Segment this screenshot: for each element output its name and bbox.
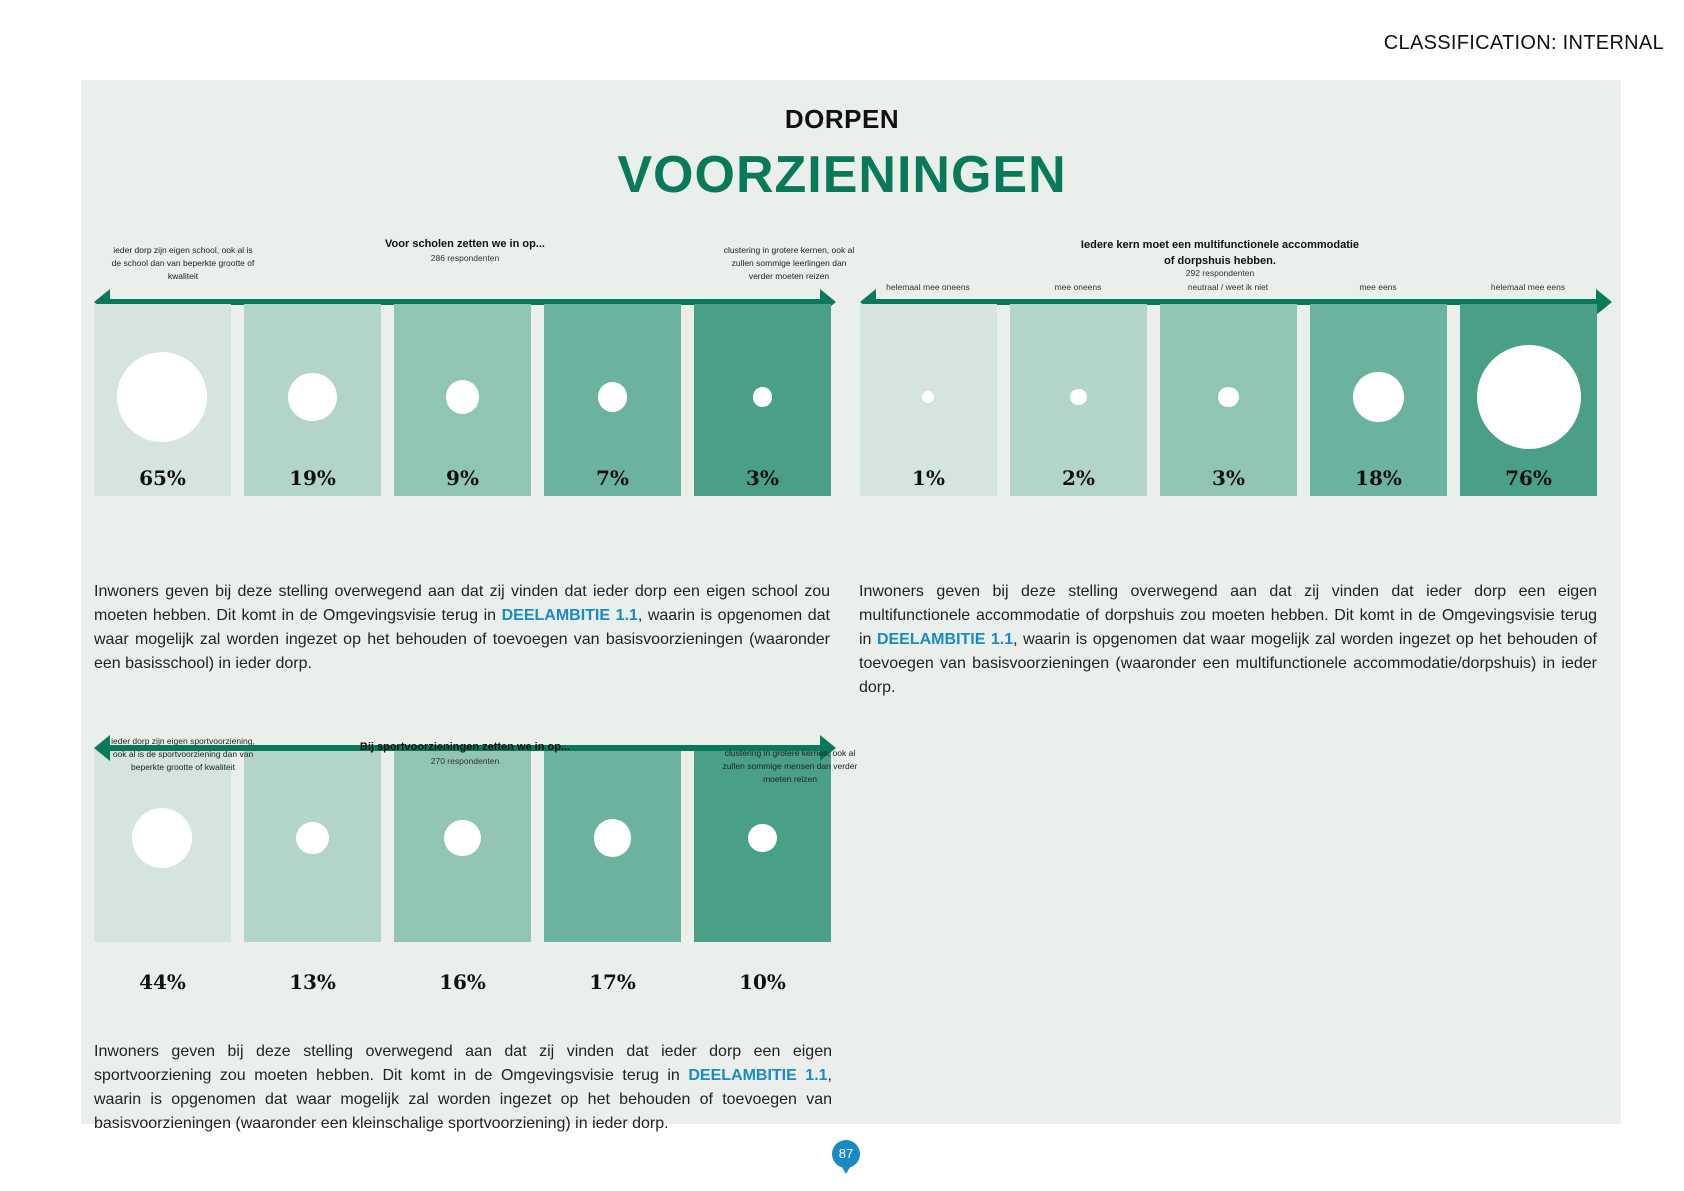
- chart-respondents: 286 respondenten: [430, 253, 500, 263]
- value-bubble: [594, 819, 631, 856]
- scale-label: mee oneens: [1054, 282, 1102, 292]
- location-pin-icon: [832, 1140, 860, 1168]
- value-bubble: [288, 373, 337, 422]
- deelambitie-link[interactable]: DEELAMBITIE 1.1: [688, 1067, 828, 1084]
- value-label: 3%: [1212, 466, 1245, 490]
- paragraph-community-center: [859, 580, 1597, 700]
- scale-label: neutraal / weet ik niet: [1187, 282, 1269, 292]
- value-bubble: [1070, 389, 1087, 406]
- deelambitie-link[interactable]: DEELAMBITIE 1.1: [876, 631, 1014, 648]
- scale-label: helemaal mee eens: [1490, 282, 1566, 292]
- chart-right-label: clustering in grotere kernen, ook al zullen sommige mensen dan verder moeten reizen: [722, 748, 858, 784]
- value-label: 44%: [139, 970, 186, 994]
- chart-title: Voor scholen zetten we in op...: [385, 238, 545, 250]
- paragraph-text: , waarin is opgenomen dat waar mogelijk zal worden ingezet op het behouden of toevoegen van basisvoorzieningen (waaronder een multifunctionele accommodatie/dorpshuis) in ieder dorp.: [859, 631, 1597, 696]
- paragraph-text: Inwoners geven bij deze stelling overwegend aan dat zij vinden dat ieder dorp een eigen sportvoorziening zou moeten hebben. Dit komt in de Omgevingsvisie terug in: [94, 1043, 832, 1084]
- value-label: 3%: [746, 466, 779, 490]
- arrow-right-icon: [1596, 289, 1612, 315]
- page-title: VOORZIENINGEN: [617, 146, 1067, 204]
- value-bubble: [1353, 372, 1404, 423]
- value-label: 76%: [1505, 466, 1552, 490]
- page-number: 87: [838, 1146, 854, 1161]
- paragraph-sports: [94, 1040, 832, 1136]
- value-bubble: [296, 822, 329, 855]
- chart-title: Iedere kern moet een multifunctionele accommodatie of dorpshuis hebben.: [1080, 239, 1360, 267]
- chart-title: Bij sportvoorzieningen zetten we in op...: [359, 741, 571, 753]
- value-bubble: [922, 391, 934, 403]
- value-bubble: [444, 820, 480, 856]
- value-bubble: [598, 382, 628, 412]
- paragraph-text: Inwoners geven bij deze stelling overwegend aan dat zij vinden dat ieder dorp een eigen multifunctionele accommodatie of dorpshuis zou moeten hebben. Dit komt in de Omgevingsvisie terug in: [859, 583, 1597, 648]
- value-label: 16%: [439, 970, 486, 994]
- chart-respondents: 292 respondenten: [1185, 268, 1255, 278]
- section-kicker: DORPEN: [784, 104, 900, 134]
- value-label: 1%: [912, 466, 945, 490]
- value-label: 18%: [1355, 466, 1402, 490]
- paragraph-text: , waarin is opgenomen dat waar mogelijk zal worden ingezet op het behouden of toevoegen van basisvoorzieningen (waaronder een kleinschalige sportvoorziening) in ieder dorp.: [94, 1067, 832, 1132]
- value-label: 10%: [739, 970, 786, 994]
- value-label: 19%: [289, 466, 336, 490]
- value-label: 13%: [289, 970, 336, 994]
- value-bubble: [446, 380, 479, 413]
- value-bubble: [132, 808, 192, 868]
- deelambitie-link[interactable]: DEELAMBITIE 1.1: [501, 607, 638, 624]
- value-label: 7%: [596, 466, 629, 490]
- value-bubble: [117, 352, 207, 442]
- scale-label: mee eens: [1359, 282, 1397, 292]
- classification-label: CLASSIFICATION: INTERNAL: [1383, 32, 1664, 54]
- value-bubble: [1218, 387, 1239, 408]
- chart-left-label: ieder dorp zijn eigen school, ook al is de school dan van beperkte grootte of kwaliteit: [111, 245, 255, 281]
- chart-left-label: ieder dorp zijn eigen sportvoorziening, ook al is de sportvoorziening dan van beperkte grootte of kwaliteit: [111, 736, 255, 772]
- value-bubble: [1477, 345, 1581, 449]
- value-label: 17%: [589, 970, 636, 994]
- value-label: 2%: [1062, 466, 1095, 490]
- chart-respondents: 270 respondenten: [430, 756, 500, 766]
- value-bubble: [748, 824, 777, 853]
- paragraph-text: Inwoners geven bij deze stelling overwegend aan dat zij vinden dat ieder dorp een eigen school zou moeten hebben. Dit komt in de Omgevingsvisie terug in: [94, 583, 830, 624]
- value-bubble: [753, 387, 772, 406]
- value-label: 65%: [139, 466, 186, 490]
- paragraph-text: , waarin is opgenomen dat waar mogelijk zal worden ingezet op het behouden of toevoegen van basisvoorzieningen (waaronder een basisschool) in ieder dorp.: [94, 607, 830, 672]
- scale-label: helemaal mee oneens: [886, 282, 970, 292]
- chart-right-label: clustering in grotere kernen, ook al zullen sommige leerlingen dan verder moeten reizen: [723, 245, 855, 281]
- value-label: 9%: [446, 466, 479, 490]
- paragraph-schools: [94, 580, 830, 676]
